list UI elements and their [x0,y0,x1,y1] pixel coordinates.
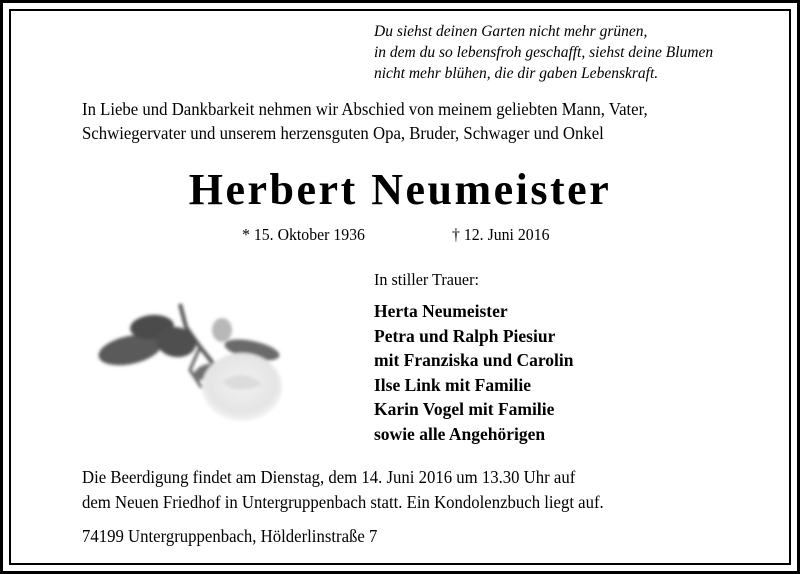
poem-line: nicht mehr blühen, die dir gaben Lebenskraft. [374,65,659,82]
mourning-label: In stiller Trauer: [374,270,479,289]
address: 74199 Untergruppenbach, Hölderlinstraße 7 [82,526,378,546]
funeral-line: dem Neuen Friedhof in Untergruppenbach statt. Ein Kondolenzbuch liegt auf. [82,492,604,512]
mourners-list [374,299,574,447]
deceased-name: Herbert Neumeister [188,165,612,214]
mourner-item: sowie alle Angehörigen [374,423,546,444]
poem-verse [374,21,713,84]
funeral-line: Die Beerdigung findet am Dienstag, dem 14. Juni 2016 um 13.30 Uhr auf [82,467,576,487]
birth-date: * 15. Oktober 1936 [242,225,365,244]
mourner-item: Herta Neumeister [374,301,508,321]
poem-line: in dem du so lebensfroh geschafft, siehst deine Blumen [374,44,714,61]
mourner-item: mit Franziska und Carolin [374,350,574,371]
funeral-info [82,465,604,515]
rose-icon [82,292,292,432]
intro-line: Schwiegervater und unserem herzensguten Opa, Bruder, Schwager und Onkel [82,123,604,143]
intro-text [82,97,648,145]
mourner-item: Petra und Ralph Piesiur [374,325,556,346]
mourner-item: Ilse Link mit Familie [374,374,532,395]
intro-line: In Liebe und Dankbarkeit nehmen wir Abschied von meinem geliebten Mann, Vater, [82,99,648,119]
poem-line: Du siehst deinen Garten nicht mehr grünen, [374,23,648,40]
mourner-item: Karin Vogel mit Familie [374,399,555,420]
death-date: † 12. Juni 2016 [452,225,550,244]
